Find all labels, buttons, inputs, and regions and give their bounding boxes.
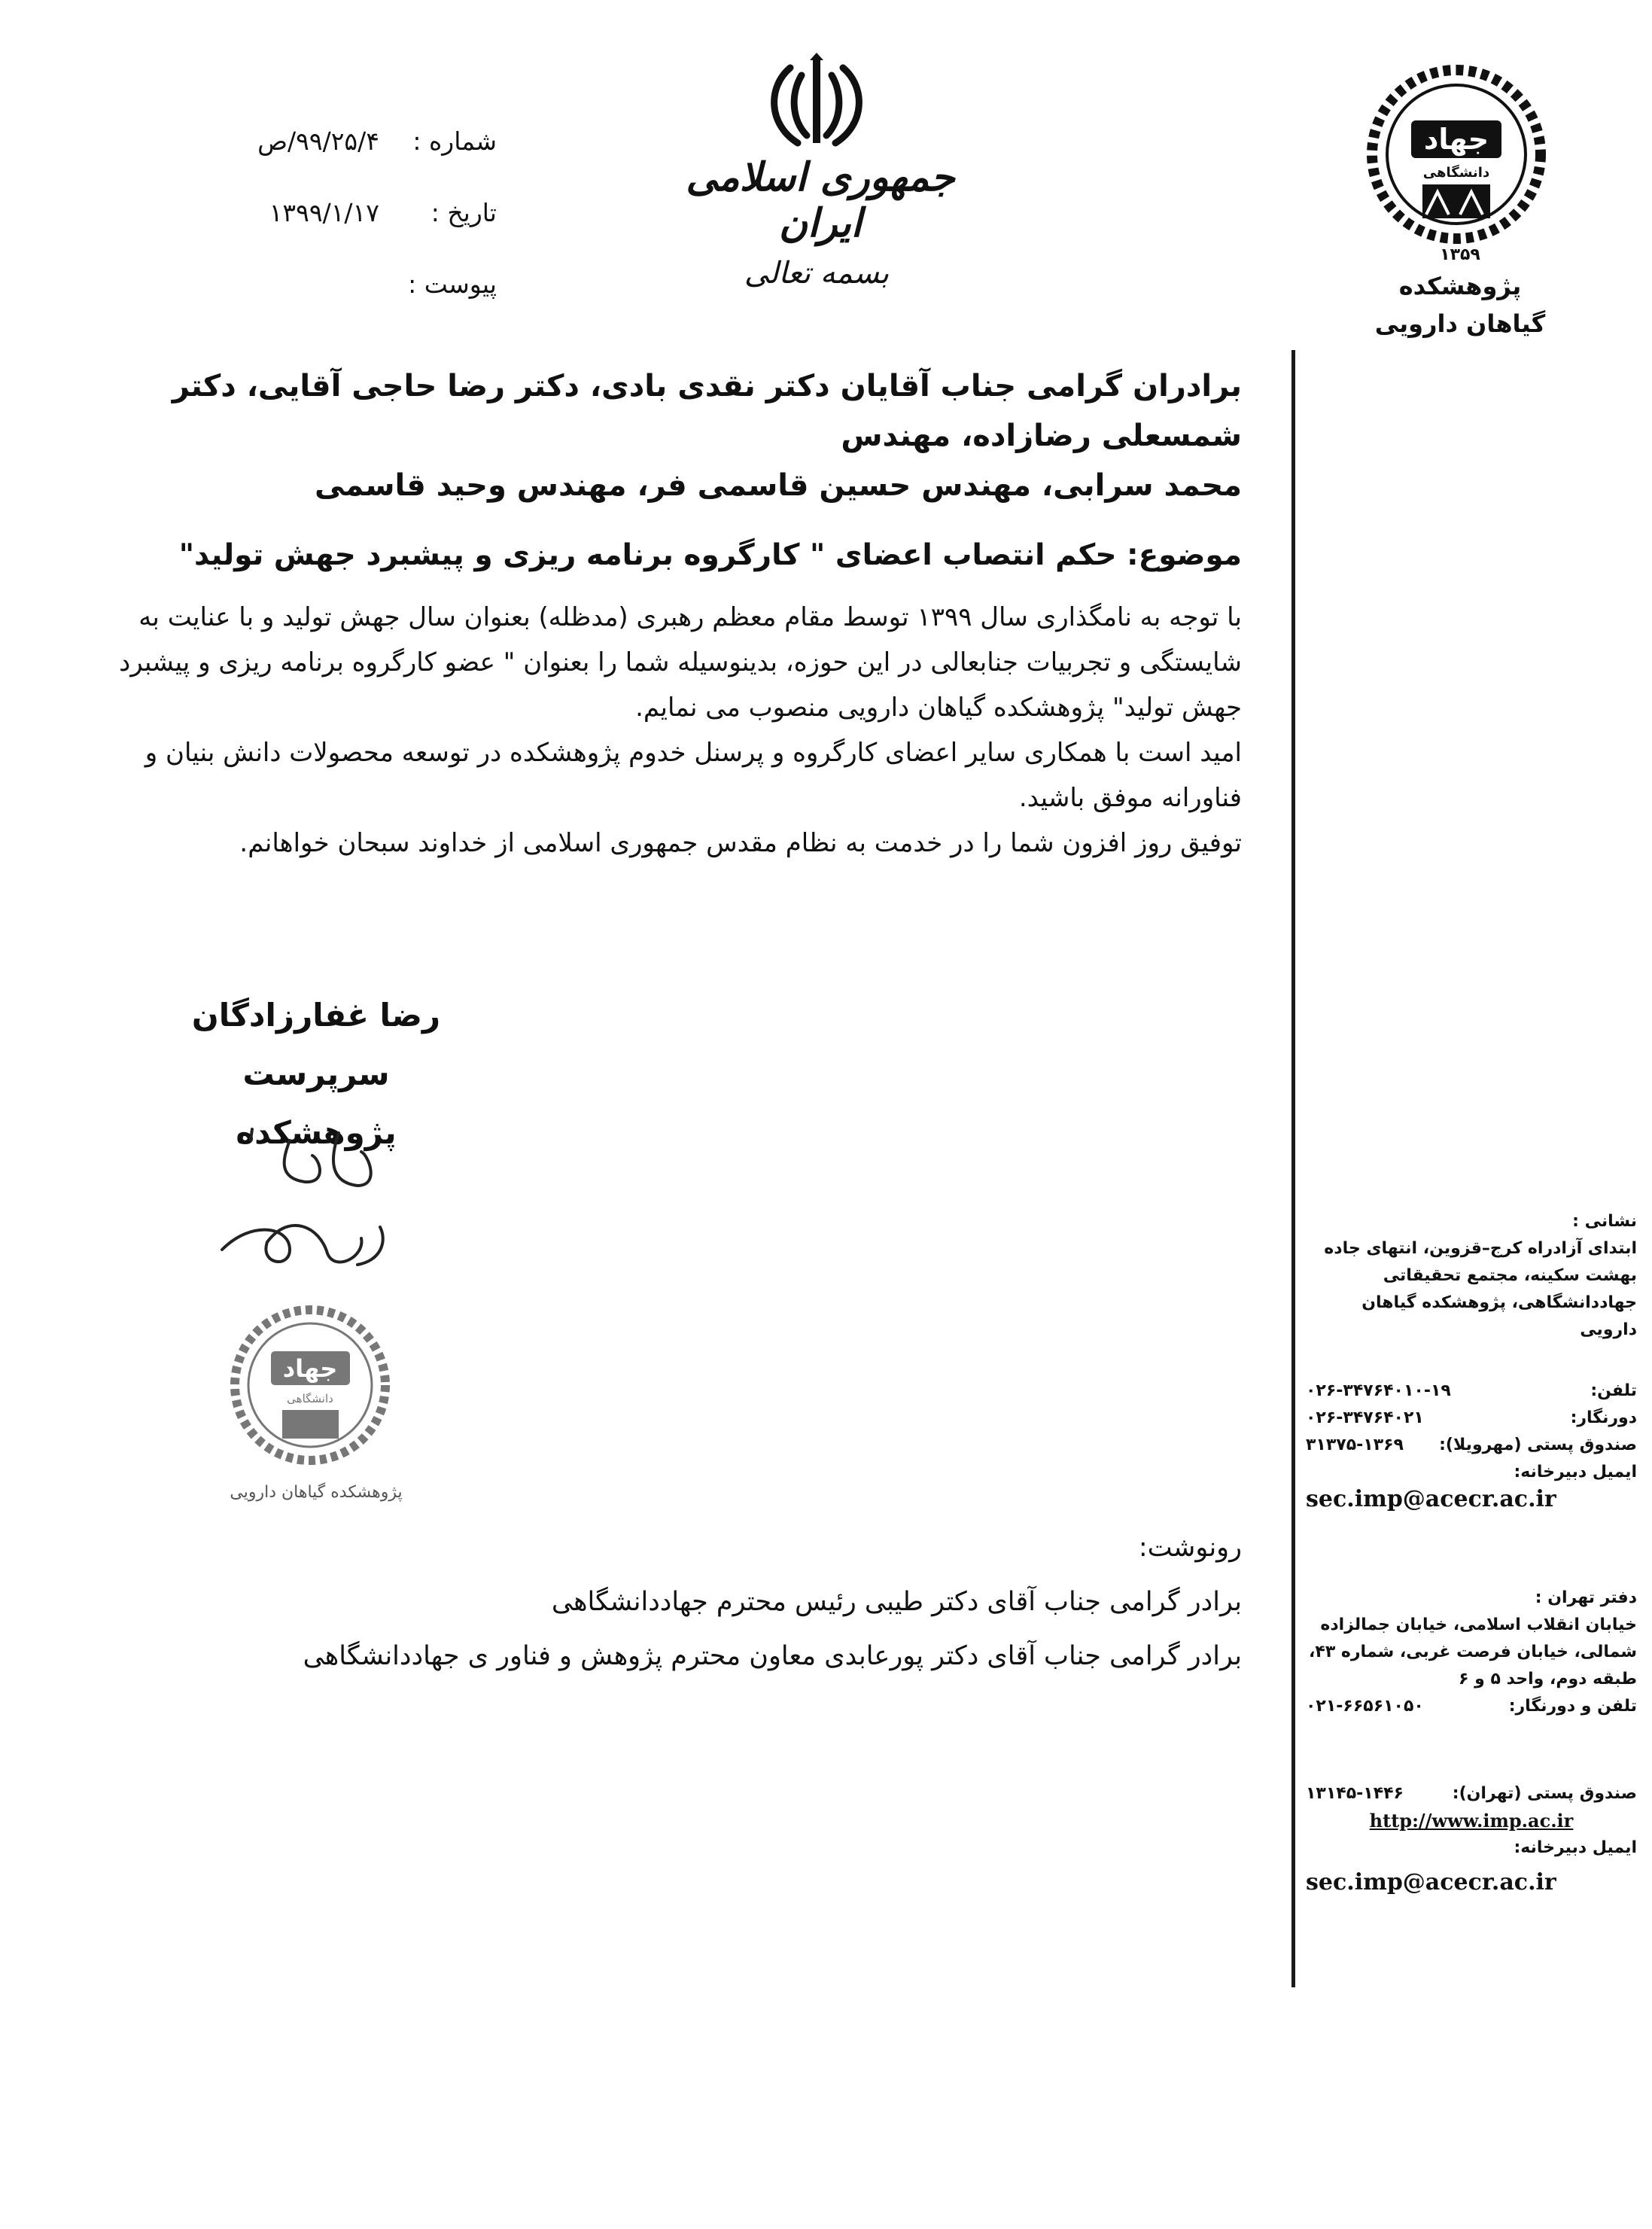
pobox-label: صندوق پستی (مهرویلا):	[1439, 1436, 1637, 1454]
body-paragraph-1: با توجه به نامگذاری سال ۱۳۹۹ توسط مقام معظم رهبری (مدظله) بعنوان سال جهش تولید و با عنایت به شایستگی و تجربیات جنابعالی در این حوزه، بدینوسیله شما را بعنوان " عضو کارگروه برنامه ریزی و پیشبرد جهش تولید" پژوهشکده گیاهان دارویی منصوب می نمایم.	[119, 602, 1242, 723]
jahad-logo-icon	[1355, 64, 1558, 252]
date-label: تاریخ :	[430, 198, 497, 227]
contact-address	[1306, 1208, 1637, 1344]
tehran-phone-label: تلفن و دورنگار:	[1508, 1697, 1637, 1716]
body-paragraph-3: توفیق روز افزون شما را در خدمت به نظام مقدس جمهوری اسلامی از خداوند سبحان خواهانم.	[239, 828, 1242, 858]
country-title: جمهوری اسلامی ایران	[686, 154, 955, 246]
phone-value: ۰۲۶-۳۴۷۶۴۰۱۰-۱۹	[1306, 1381, 1451, 1400]
iran-emblem-icon	[760, 53, 873, 151]
number-value: ۹۹/۲۵/۴/ص	[257, 126, 379, 156]
institute-name-line1: پژوهشکده	[1398, 272, 1522, 300]
email2-link[interactable]: sec.imp@acecr.ac.ir	[1306, 1869, 1556, 1896]
tehran-address: خیابان انقلاب اسلامی، خیابان جمالزاده شمالی، خیابان فرصت غربی، شماره ۴۳، طبقه دوم، واحد ۵ و ۶	[1309, 1615, 1637, 1688]
tehran-pobox-row	[1306, 1780, 1637, 1807]
contact-tehran	[1306, 1585, 1637, 1720]
stamp-subtext: دانشگاهی	[287, 1392, 333, 1405]
address-label: نشانی :	[1572, 1212, 1637, 1231]
number-row	[196, 105, 497, 177]
letter-body	[98, 595, 1242, 866]
fax-row	[1306, 1405, 1637, 1432]
institute-name	[1370, 267, 1550, 343]
attachment-label: پیوست :	[408, 269, 497, 299]
pobox-row	[1306, 1432, 1637, 1459]
letter-meta	[196, 105, 497, 320]
tehran-pobox-label: صندوق پستی (تهران):	[1452, 1784, 1637, 1803]
address-text: ابتدای آزادراه کرج–قزوین، انتهای جاده بهشت سکینه، مجتمع تحقیقاتی جهاددانشگاهی، پژوهشکده گیاهان دارویی	[1324, 1239, 1637, 1339]
date-row	[196, 177, 497, 248]
tehran-phone-value: ۰۲۱-۶۶۵۶۱۰۵۰	[1306, 1697, 1424, 1716]
number-label: شماره :	[412, 126, 497, 156]
signer-name: رضا غفارزادگان	[191, 997, 441, 1034]
tehran-phone-row	[1306, 1693, 1637, 1720]
email-link[interactable]: sec.imp@acecr.ac.ir	[1306, 1486, 1556, 1512]
attachment-row	[196, 248, 497, 320]
logo-subtext: دانشگاهی	[1422, 165, 1490, 181]
fax-value: ۰۲۶-۳۴۷۶۴۰۲۱	[1306, 1408, 1424, 1427]
vertical-divider	[1291, 350, 1295, 1987]
email2-label: ایمیل دبیرخانه:	[1514, 1838, 1637, 1857]
contact-phones	[1306, 1378, 1637, 1513]
tehran-pobox-value: ۱۳۱۴۵-۱۴۴۶	[1306, 1784, 1404, 1803]
phone-label: تلفن:	[1590, 1381, 1637, 1400]
stamp-text: جهاد	[282, 1354, 338, 1383]
recipients	[98, 361, 1242, 510]
cc-line1: برادر گرامی جناب آقای دکتر طیبی رئیس محترم جهاددانشگاهی	[551, 1587, 1242, 1617]
date-value: ۱۳۹۹/۱/۱۷	[269, 198, 379, 227]
cc-block	[98, 1521, 1242, 1683]
cc-label: رونوشت:	[1138, 1533, 1242, 1563]
body-paragraph-2: امید است با همکاری سایر اعضای کارگروه و پرسنل خدوم پژوهشکده در توسعه محصولات دانش بنیان و فناورانه موفق باشید.	[145, 738, 1242, 813]
cc-line2: برادر گرامی جناب آقای دکتر پورعابدی معاون محترم پژوهش و فناور ی جهاددانشگاهی	[303, 1641, 1242, 1671]
institute-year: ۱۳۵۹	[1440, 245, 1480, 264]
invocation-text: بسمه تعالی	[744, 256, 890, 291]
stamp-caption: پژوهشکده گیاهان دارویی	[230, 1483, 403, 1502]
logo-text: جهاد	[1423, 123, 1489, 156]
fax-label: دورنگار:	[1570, 1408, 1637, 1427]
contact-tehran-pobox	[1306, 1780, 1637, 1896]
recipients-line2: محمد سرابی، مهندس حسین قاسمی فر، مهندس وحید قاسمی	[314, 468, 1242, 503]
email-label: ایمیل دبیرخانه:	[1514, 1463, 1637, 1481]
jahad-stamp-icon	[226, 1299, 395, 1472]
recipients-line1: برادران گرامی جناب آقایان دکتر نقدی بادی، دکتر رضا حاجی آقایی، دکتر شمسعلی رضازاده، مهندس	[172, 369, 1242, 453]
phone-row	[1306, 1378, 1637, 1405]
handwritten-signature	[207, 1114, 410, 1280]
signer-title: سرپرست پژوهشکده	[236, 1055, 397, 1151]
pobox-value: ۳۱۳۷۵-۱۳۶۹	[1306, 1436, 1404, 1454]
institute-name-line2: گیاهان دارویی	[1374, 309, 1546, 338]
website-link[interactable]: http://www.imp.ac.ir	[1369, 1810, 1574, 1832]
tehran-label: دفتر تهران :	[1535, 1588, 1637, 1607]
subject-line: موضوع: حکم انتصاب اعضای " کارگروه برنامه ریزی و پیشبرد جهش تولید"	[178, 538, 1242, 572]
